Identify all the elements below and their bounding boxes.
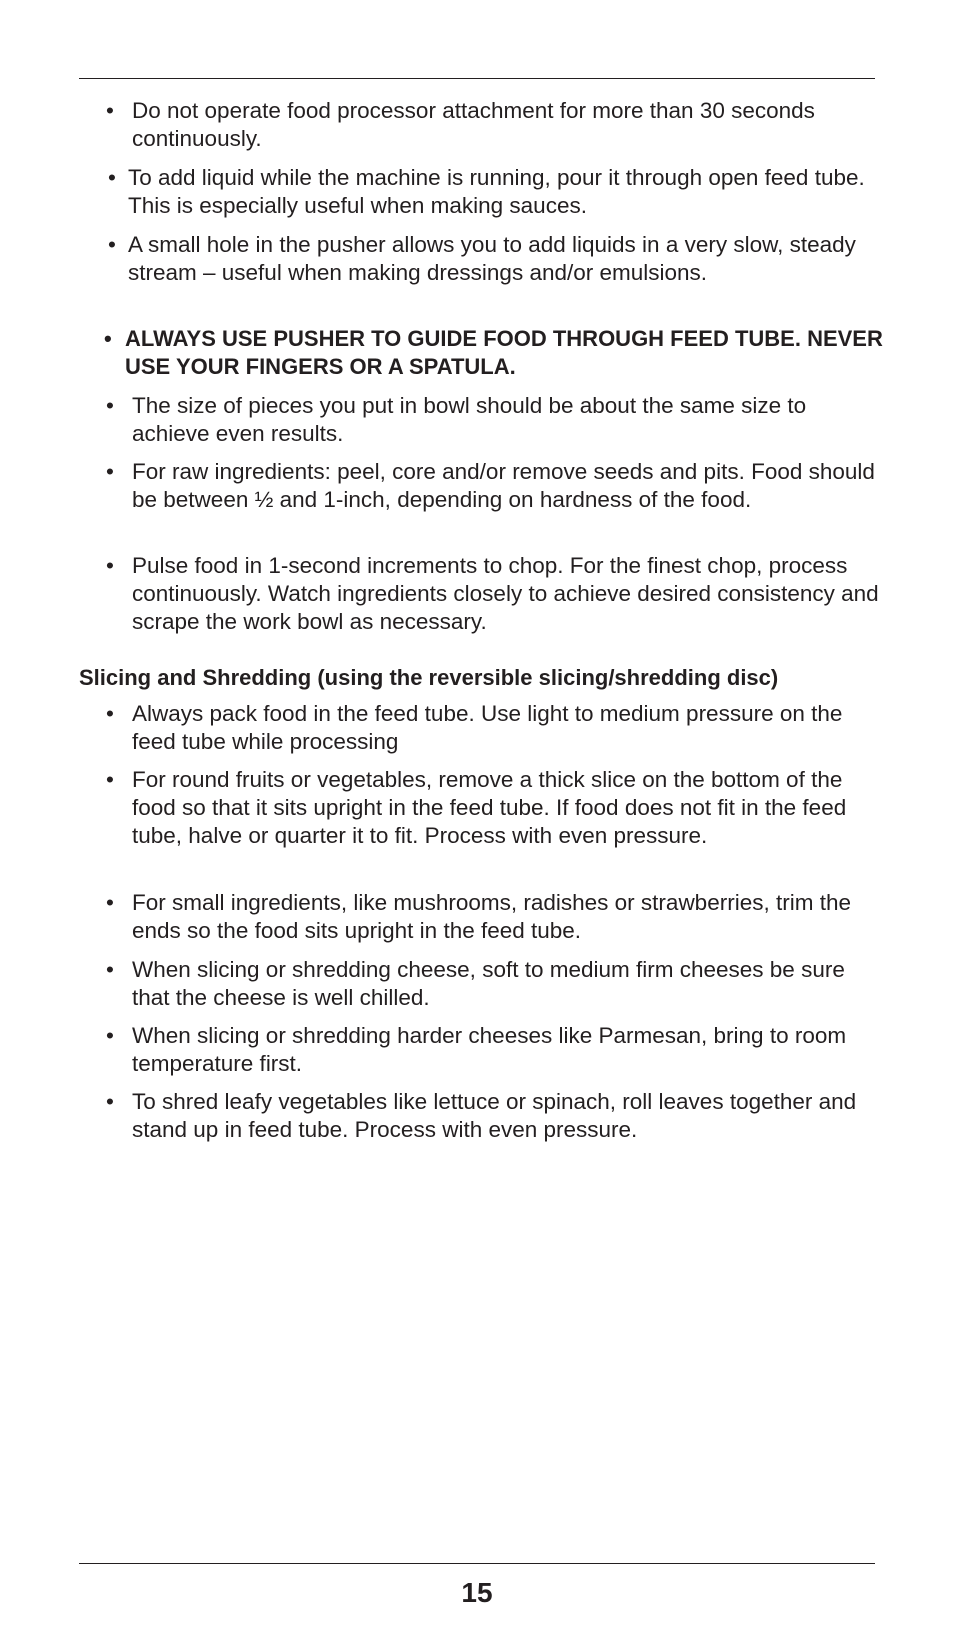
list-item (106, 97, 886, 153)
bullet-mark: • (108, 165, 116, 190)
top-rule (79, 78, 875, 79)
list-item (106, 392, 886, 448)
bullet-mark: • (108, 232, 116, 257)
list-item-text: When slicing or shredding harder cheeses like Parmesan, bring to room temperature first. (132, 1023, 847, 1076)
list-item-text: To add liquid while the machine is running, pour it through open feed tube. This is especially useful when making sauces. (128, 165, 865, 218)
list-item-text: Do not operate food processor attachment for more than 30 seconds continuously. (132, 98, 815, 151)
bullet-mark: • (106, 957, 114, 982)
list-item-text: For small ingredients, like mushrooms, radishes or strawberries, trim the ends so the food sits upright in the feed tube. (132, 890, 851, 943)
list-item-text: For round fruits or vegetables, remove a thick slice on the bottom of the food so that it sits upright in the feed tube. If food does not fit in the feed tube, halve or quarter it to fit. Process with even pressure. (132, 767, 847, 848)
bullet-mark: • (106, 98, 114, 123)
list-item-text: The size of pieces you put in bowl should be about the same size to achieve even results. (132, 393, 807, 446)
list-item-text: A small hole in the pusher allows you to add liquids in a very slow, steady stream – useful when making dressings and/or emulsions. (128, 232, 856, 285)
list-item (106, 889, 886, 945)
list-item (106, 1022, 886, 1078)
list-item (106, 956, 886, 1012)
page-number: 15 (461, 1577, 493, 1608)
list-item (106, 552, 886, 636)
bullet-mark: • (106, 767, 114, 792)
list-item (106, 700, 886, 756)
bullet-mark: • (106, 459, 114, 484)
section-heading: Slicing and Shredding (using the reversible slicing/shredding disc) (79, 665, 779, 690)
list-item-text: To shred leafy vegetables like lettuce or spinach, roll leaves together and stand up in feed tube. Process with even pressure. (132, 1089, 857, 1142)
list-item (106, 766, 886, 850)
list-item (106, 458, 886, 514)
bullet-mark: • (106, 553, 114, 578)
bullet-mark: • (106, 701, 114, 726)
bullet-mark: • (104, 326, 112, 351)
bullet-mark: • (106, 890, 114, 915)
list-item-text: Always pack food in the feed tube. Use light to medium pressure on the feed tube while processing (132, 701, 843, 754)
list-item-text: Pulse food in 1-second increments to chop. For the finest chop, process continuously. Watch ingredients closely to achieve desired consistency and scrape the work bowl as necessary. (132, 553, 879, 634)
list-item-text: For raw ingredients: peel, core and/or remove seeds and pits. Food should be between ½ and 1-inch, depending on hardness of the food. (132, 459, 875, 512)
warning-text: ALWAYS USE PUSHER TO GUIDE FOOD THROUGH FEED TUBE. NEVER USE YOUR FINGERS OR A SPATULA. (125, 326, 883, 379)
list-item (108, 231, 888, 287)
bullet-mark: • (106, 1023, 114, 1048)
list-item (108, 164, 888, 220)
bottom-rule (79, 1563, 875, 1564)
list-item (106, 1088, 886, 1144)
bullet-mark: • (106, 393, 114, 418)
bullet-mark: • (106, 1089, 114, 1114)
list-item-text: When slicing or shredding cheese, soft to medium firm cheeses be sure that the cheese is well chilled. (132, 957, 845, 1010)
list-item-warning (104, 325, 884, 381)
